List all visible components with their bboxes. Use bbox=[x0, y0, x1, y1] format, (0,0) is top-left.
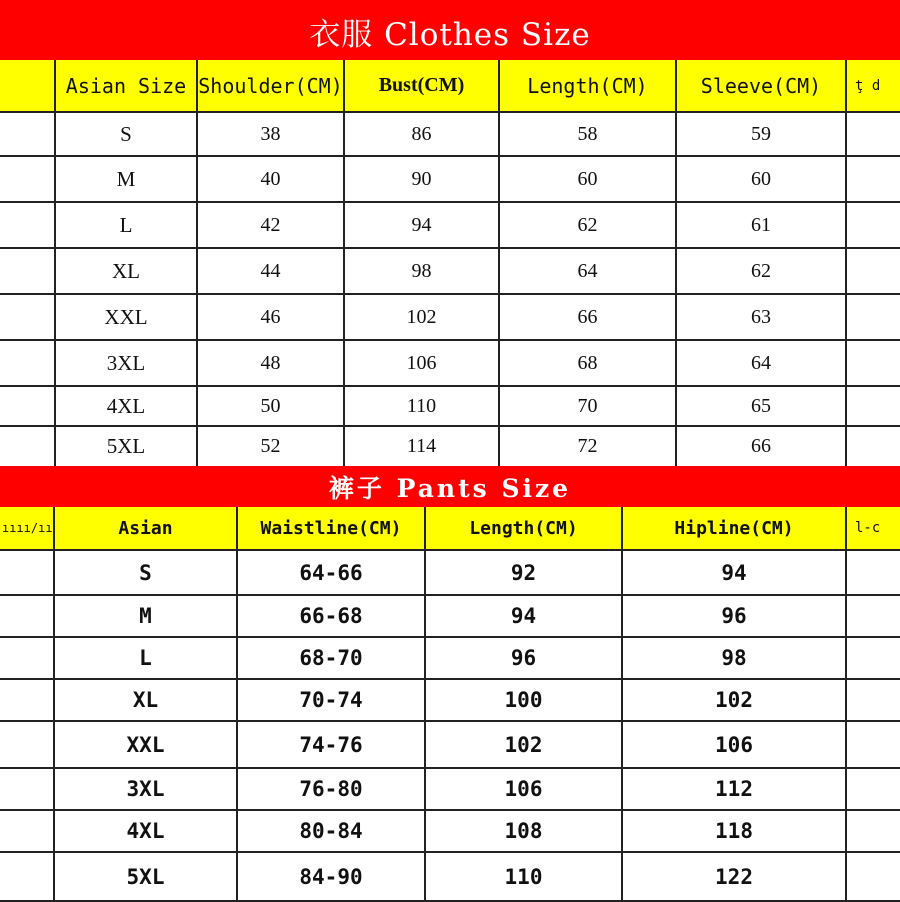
pants-row bbox=[0, 551, 900, 596]
pants-cell-empty bbox=[0, 769, 55, 809]
clothes-row bbox=[0, 113, 900, 157]
clothes-cell-size: M bbox=[56, 157, 198, 201]
clothes-cell-empty bbox=[0, 295, 56, 339]
clothes-row bbox=[0, 157, 900, 203]
pants-cell-length: 100 bbox=[426, 680, 623, 720]
pants-cell-hip: 118 bbox=[623, 811, 847, 851]
pants-header-length: Length(CM) bbox=[426, 507, 623, 549]
clothes-cell-empty bbox=[847, 387, 900, 425]
clothes-cell-sleeve: 63 bbox=[677, 295, 847, 339]
pants-cell-size: S bbox=[55, 551, 238, 594]
clothes-cell-sleeve: 62 bbox=[677, 249, 847, 293]
clothes-cell-bust: 98 bbox=[345, 249, 500, 293]
clothes-cell-bust: 106 bbox=[345, 341, 500, 385]
pants-row bbox=[0, 596, 900, 638]
pants-cell-empty bbox=[0, 596, 55, 636]
pants-cell-length: 106 bbox=[426, 769, 623, 809]
pants-cell-empty bbox=[847, 769, 900, 809]
pants-cell-empty bbox=[0, 680, 55, 720]
pants-header-stub: ıııı/ıı bbox=[0, 507, 55, 549]
clothes-cell-size: XL bbox=[56, 249, 198, 293]
clothes-cell-size: 4XL bbox=[56, 387, 198, 425]
clothes-cell-bust: 86 bbox=[345, 113, 500, 155]
pants-cell-length: 92 bbox=[426, 551, 623, 594]
clothes-cell-empty bbox=[847, 203, 900, 247]
clothes-header-shoulder: Shoulder(CM) bbox=[198, 60, 345, 111]
clothes-cell-size: XXL bbox=[56, 295, 198, 339]
clothes-cell-length: 58 bbox=[500, 113, 677, 155]
pants-row bbox=[0, 853, 900, 902]
pants-cell-waist: 84-90 bbox=[238, 853, 426, 900]
clothes-header-asian-size: Asian Size bbox=[56, 60, 198, 111]
clothes-row bbox=[0, 295, 900, 341]
pants-cell-waist: 68-70 bbox=[238, 638, 426, 678]
clothes-cell-size: S bbox=[56, 113, 198, 155]
pants-cell-hip: 112 bbox=[623, 769, 847, 809]
clothes-cell-shoulder: 38 bbox=[198, 113, 345, 155]
pants-cell-size: 3XL bbox=[55, 769, 238, 809]
pants-cell-waist: 70-74 bbox=[238, 680, 426, 720]
clothes-cell-bust: 114 bbox=[345, 427, 500, 466]
clothes-cell-bust: 94 bbox=[345, 203, 500, 247]
clothes-header-cut-off: ţ d bbox=[855, 77, 881, 94]
pants-size-title: 裤子 Pants Size bbox=[0, 466, 900, 507]
pants-row bbox=[0, 769, 900, 811]
pants-cell-size: XL bbox=[55, 680, 238, 720]
pants-header-hipline: Hipline(CM) bbox=[623, 507, 847, 549]
clothes-cell-empty bbox=[0, 203, 56, 247]
clothes-cell-empty bbox=[847, 427, 900, 466]
pants-cell-empty bbox=[0, 853, 55, 900]
pants-cell-size: 4XL bbox=[55, 811, 238, 851]
clothes-cell-length: 64 bbox=[500, 249, 677, 293]
clothes-cell-shoulder: 52 bbox=[198, 427, 345, 466]
clothes-size-title: 衣服 Clothes Size bbox=[0, 0, 900, 60]
clothes-cell-shoulder: 42 bbox=[198, 203, 345, 247]
clothes-cell-sleeve: 64 bbox=[677, 341, 847, 385]
clothes-header-length: Length(CM) bbox=[500, 60, 677, 111]
pants-cell-empty bbox=[847, 551, 900, 594]
pants-cell-empty bbox=[0, 811, 55, 851]
clothes-cell-bust: 102 bbox=[345, 295, 500, 339]
pants-cell-length: 102 bbox=[426, 722, 623, 767]
clothes-cell-sleeve: 60 bbox=[677, 157, 847, 201]
pants-cell-size: M bbox=[55, 596, 238, 636]
clothes-cell-size: L bbox=[56, 203, 198, 247]
clothes-cell-sleeve: 66 bbox=[677, 427, 847, 466]
pants-cell-size: 5XL bbox=[55, 853, 238, 900]
pants-cell-size: XXL bbox=[55, 722, 238, 767]
pants-cell-empty bbox=[847, 638, 900, 678]
pants-cell-waist: 66-68 bbox=[238, 596, 426, 636]
pants-cell-empty bbox=[847, 596, 900, 636]
clothes-cell-shoulder: 50 bbox=[198, 387, 345, 425]
clothes-row bbox=[0, 387, 900, 427]
pants-row bbox=[0, 722, 900, 769]
pants-header-asian: Asian bbox=[55, 507, 238, 549]
pants-cell-length: 108 bbox=[426, 811, 623, 851]
clothes-cell-length: 70 bbox=[500, 387, 677, 425]
pants-cell-empty bbox=[0, 551, 55, 594]
pants-cell-hip: 96 bbox=[623, 596, 847, 636]
clothes-header-row bbox=[0, 60, 900, 113]
clothes-cell-shoulder: 46 bbox=[198, 295, 345, 339]
pants-cell-empty bbox=[847, 853, 900, 900]
clothes-cell-size: 5XL bbox=[56, 427, 198, 466]
clothes-cell-shoulder: 48 bbox=[198, 341, 345, 385]
pants-header-waistline: Waistline(CM) bbox=[238, 507, 426, 549]
pants-cell-waist: 80-84 bbox=[238, 811, 426, 851]
pants-cell-empty bbox=[0, 638, 55, 678]
pants-cell-hip: 102 bbox=[623, 680, 847, 720]
pants-cell-empty bbox=[847, 811, 900, 851]
clothes-cell-empty bbox=[0, 427, 56, 466]
pants-cell-length: 96 bbox=[426, 638, 623, 678]
clothes-cell-bust: 110 bbox=[345, 387, 500, 425]
pants-cell-empty bbox=[0, 722, 55, 767]
clothes-row bbox=[0, 427, 900, 468]
clothes-header-sleeve: Sleeve(CM) bbox=[677, 60, 847, 111]
pants-cell-size: L bbox=[55, 638, 238, 678]
clothes-cell-empty bbox=[0, 113, 56, 155]
pants-cell-length: 94 bbox=[426, 596, 623, 636]
pants-cell-empty bbox=[847, 722, 900, 767]
clothes-header-bust: Bust(CM) bbox=[345, 60, 500, 111]
pants-row bbox=[0, 680, 900, 722]
pants-header-cut-off: l-c bbox=[855, 520, 881, 536]
pants-cell-hip: 122 bbox=[623, 853, 847, 900]
clothes-cell-sleeve: 65 bbox=[677, 387, 847, 425]
clothes-cell-empty bbox=[847, 157, 900, 201]
pants-cell-waist: 76-80 bbox=[238, 769, 426, 809]
clothes-cell-empty bbox=[847, 249, 900, 293]
clothes-cell-length: 72 bbox=[500, 427, 677, 466]
clothes-cell-length: 60 bbox=[500, 157, 677, 201]
pants-cell-length: 110 bbox=[426, 853, 623, 900]
pants-cell-waist: 74-76 bbox=[238, 722, 426, 767]
pants-cell-hip: 106 bbox=[623, 722, 847, 767]
pants-cell-empty bbox=[847, 680, 900, 720]
clothes-cell-empty bbox=[847, 295, 900, 339]
pants-cell-hip: 98 bbox=[623, 638, 847, 678]
clothes-cell-empty bbox=[847, 113, 900, 155]
clothes-cell-shoulder: 40 bbox=[198, 157, 345, 201]
pants-row bbox=[0, 811, 900, 853]
clothes-row bbox=[0, 203, 900, 249]
clothes-cell-empty bbox=[0, 157, 56, 201]
clothes-row bbox=[0, 249, 900, 295]
clothes-row bbox=[0, 341, 900, 387]
clothes-cell-bust: 90 bbox=[345, 157, 500, 201]
clothes-cell-empty bbox=[0, 249, 56, 293]
clothes-cell-sleeve: 61 bbox=[677, 203, 847, 247]
clothes-cell-length: 68 bbox=[500, 341, 677, 385]
clothes-cell-size: 3XL bbox=[56, 341, 198, 385]
pants-header-row bbox=[0, 507, 900, 551]
clothes-header-stub bbox=[0, 60, 56, 111]
clothes-cell-sleeve: 59 bbox=[677, 113, 847, 155]
pants-cell-waist: 64-66 bbox=[238, 551, 426, 594]
pants-row bbox=[0, 638, 900, 680]
pants-cell-hip: 94 bbox=[623, 551, 847, 594]
clothes-cell-empty bbox=[0, 387, 56, 425]
clothes-cell-shoulder: 44 bbox=[198, 249, 345, 293]
clothes-cell-length: 66 bbox=[500, 295, 677, 339]
clothes-cell-length: 62 bbox=[500, 203, 677, 247]
clothes-cell-empty bbox=[0, 341, 56, 385]
clothes-cell-empty bbox=[847, 341, 900, 385]
